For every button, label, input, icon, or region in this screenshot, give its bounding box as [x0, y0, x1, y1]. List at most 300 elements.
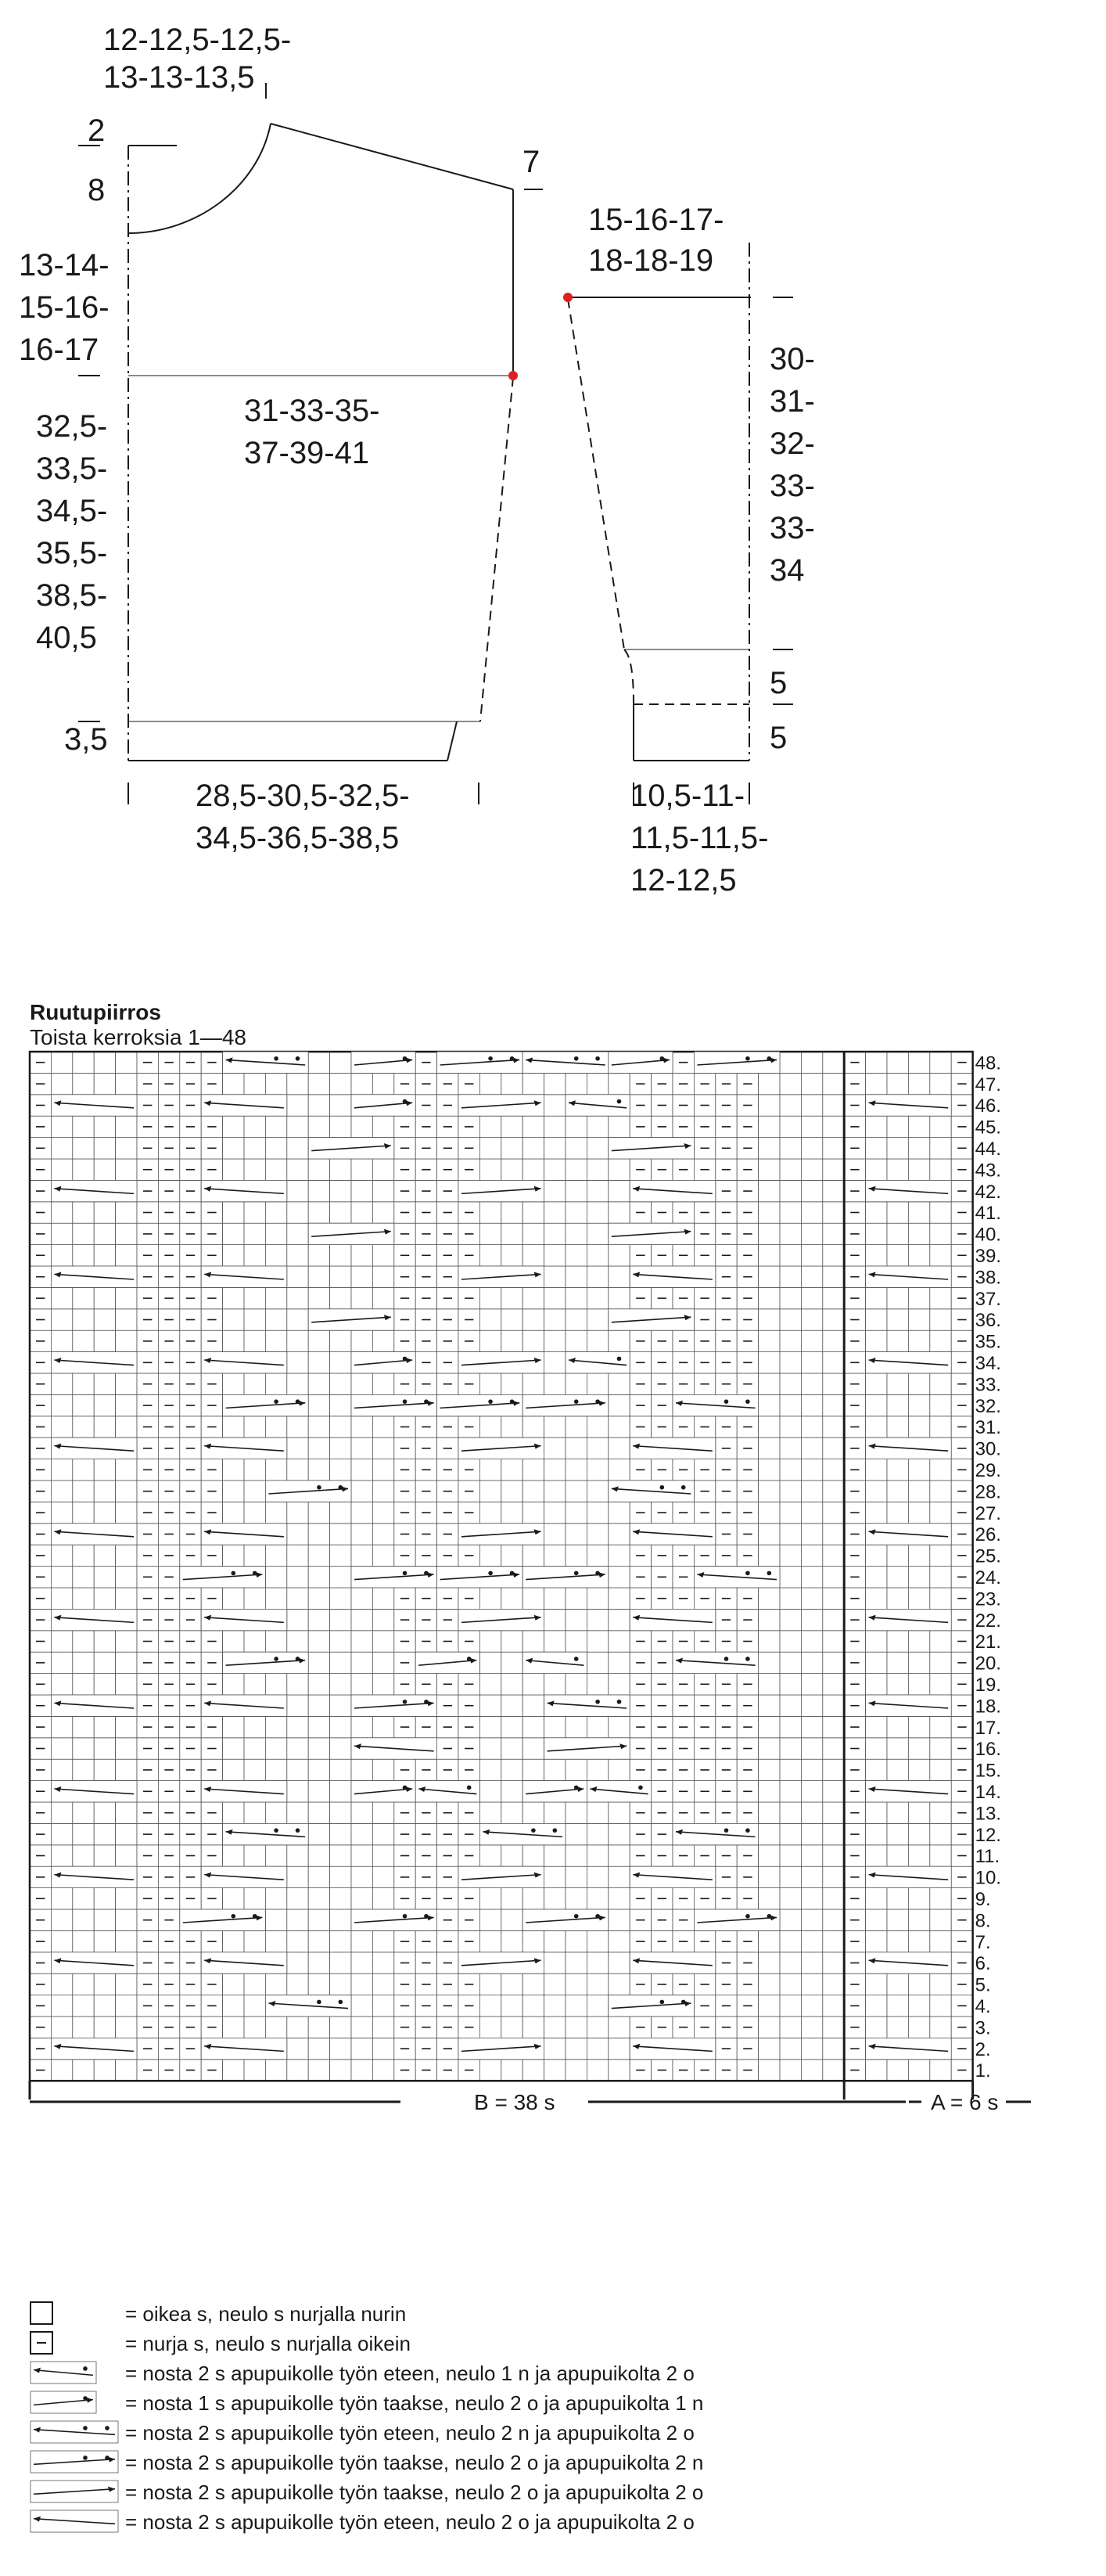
chart-cell [887, 1738, 908, 1759]
chart-cell [887, 1138, 908, 1159]
chart-cell [759, 1631, 780, 1652]
cable-c2-2-front-symbol [201, 1352, 287, 1373]
chart-cell [351, 1995, 372, 2017]
chart-cell [351, 1437, 372, 1459]
chart-cell [51, 1394, 72, 1416]
chart-cell [522, 1502, 544, 1523]
chart-cell [866, 1802, 887, 1823]
chart-cell [930, 1738, 951, 1759]
chart-cell [501, 1588, 522, 1609]
chart-cell [94, 1138, 115, 1159]
chart-cell [372, 1888, 393, 1909]
chart-cell [351, 2060, 372, 2081]
chart-cell [609, 1759, 630, 1780]
chart-cell [330, 1287, 351, 1308]
chart-cell [930, 1394, 951, 1416]
chart-cell [223, 1138, 244, 1159]
chart-cell [823, 1480, 844, 1502]
chart-cell [308, 1330, 329, 1351]
cable-c2-2-front-symbol [630, 1180, 716, 1201]
chart-cell [908, 1480, 929, 1502]
chart-cell [609, 1287, 630, 1308]
chart-cell [351, 1116, 372, 1137]
cuff-width-label: 10,5-11-11,5-11,5-12-12,5 [630, 779, 769, 898]
chart-cell [351, 1502, 372, 1523]
chart-cell [287, 1095, 308, 1116]
chart-cell [759, 1823, 780, 1844]
chart-cell [501, 2060, 522, 2081]
chart-cell [587, 1995, 608, 2017]
chart-cell [780, 1073, 801, 1094]
cable-c2-1-front-symbol [566, 1352, 630, 1373]
chart-cell [116, 1845, 137, 1866]
chart-cell [351, 1373, 372, 1394]
chart-cell [51, 1930, 72, 1952]
chart-cell [887, 1052, 908, 1073]
chart-cell [609, 1952, 630, 1973]
chart-cell [759, 1674, 780, 1695]
chart-cell [73, 1567, 94, 1588]
chart-cell [759, 1502, 780, 1523]
chart-cell [908, 1738, 929, 1759]
cable-c2-2-back-symbol [458, 2038, 544, 2059]
chart-cell [780, 1738, 801, 1759]
chart-cell [544, 1973, 566, 1995]
chart-cell [287, 1459, 308, 1480]
cable-c2-2-front-symbol [630, 1437, 716, 1459]
chart-cell [522, 1116, 544, 1137]
chart-cell [265, 1502, 286, 1523]
cable-c2-2p-back-symbol [522, 1394, 609, 1416]
cable-c2-2p-back-symbol [180, 1567, 266, 1588]
chart-cell [908, 1973, 929, 1995]
chart-cell [823, 1073, 844, 1094]
chart-cell [287, 1138, 308, 1159]
chart-title: Ruutupiirros [30, 1000, 161, 1024]
row-label: 4. [975, 1996, 991, 2017]
chart-cell [823, 1695, 844, 1716]
chart-cell [94, 1759, 115, 1780]
chart-cell [587, 1437, 608, 1459]
chart-cell [94, 1502, 115, 1523]
chart-cell [759, 1159, 780, 1180]
chart-cell [866, 1309, 887, 1330]
chart-cell [544, 1631, 566, 1652]
row-label: 28. [975, 1481, 1001, 1503]
chart-cell [223, 1480, 244, 1502]
cable-c1-2-back-symbol [351, 1052, 415, 1073]
cable-c2-2p-back-symbol [351, 1394, 437, 1416]
chart-cell [887, 1652, 908, 1673]
chart-cell [780, 1759, 801, 1780]
chart-cell [609, 1909, 630, 1930]
chart-cell [587, 2038, 608, 2059]
chart-cell [823, 1888, 844, 1909]
chart-cell [308, 1609, 329, 1630]
cable-c2-2p-back-symbol [180, 1909, 266, 1930]
chart-cell [908, 1888, 929, 1909]
chart-cell [479, 1909, 501, 1930]
chart-cell [372, 1073, 393, 1094]
row-label: 18. [975, 1696, 1001, 1718]
chart-cell [372, 1159, 393, 1180]
chart-cell [609, 1373, 630, 1394]
chart-cell [887, 1823, 908, 1844]
chart-cell [308, 1802, 329, 1823]
chart-cell [930, 1652, 951, 1673]
chart-cell [244, 1480, 265, 1502]
chart-cell [265, 1588, 286, 1609]
chart-cell [823, 1394, 844, 1416]
chart-cell [244, 1245, 265, 1266]
chart-cell [801, 1330, 822, 1351]
chart-cell [780, 1309, 801, 1330]
chart-cell [930, 1545, 951, 1566]
cable-c2-2-front-symbol [51, 1952, 137, 1973]
chart-cell [908, 1416, 929, 1437]
cable-c2-2p-back-symbol [351, 1695, 437, 1716]
chart-cell [866, 1116, 887, 1137]
chart-cell [522, 1480, 544, 1502]
chart-cell [372, 1995, 393, 2017]
chart-cell [801, 1373, 822, 1394]
cable-c2-2-front-symbol [51, 2038, 137, 2059]
pattern-chart [0, 1049, 1106, 2183]
chart-cell [780, 1545, 801, 1566]
chart-cell [887, 1716, 908, 1737]
chart-cell [759, 1738, 780, 1759]
chart-cell [116, 1930, 137, 1952]
chart-cell [330, 1416, 351, 1437]
chart-cell [479, 1416, 501, 1437]
chart-cell [801, 1716, 822, 1737]
chart-cell [372, 1652, 393, 1673]
chart-cell [73, 1738, 94, 1759]
chart-cell [479, 1759, 501, 1780]
chart-cell [308, 1781, 329, 1802]
chart-cell [51, 1052, 72, 1073]
cable-c2-2-front-symbol [51, 1524, 137, 1545]
chart-cell [887, 1567, 908, 1588]
chart-cell [116, 1716, 137, 1737]
chart-cell [801, 1095, 822, 1116]
chart-cell [501, 1245, 522, 1266]
chart-cell [265, 1716, 286, 1737]
cable-c2-2p-front-symbol [609, 1480, 695, 1502]
chart-cell [908, 1394, 929, 1416]
chart-cell [587, 1652, 608, 1673]
chart-cell [522, 1459, 544, 1480]
chart-cell [759, 1845, 780, 1866]
chart-cell [116, 1459, 137, 1480]
chart-cell [94, 1373, 115, 1394]
chart-cell [94, 1588, 115, 1609]
chart-cell [801, 2017, 822, 2038]
chart-cell [244, 1545, 265, 1566]
chart-cell [930, 1845, 951, 1866]
chart-cell [372, 1266, 393, 1287]
chart-cell [479, 1202, 501, 1223]
chart-cell [223, 1416, 244, 1437]
cable-c2-2-front-symbol [51, 1695, 137, 1716]
cable-c2-2p-front-symbol [265, 1995, 351, 2017]
chart-cell [587, 1952, 608, 1973]
chart-cell [908, 1116, 929, 1137]
chart-cell [759, 1437, 780, 1459]
chart-cell [801, 1674, 822, 1695]
chart-cell [372, 1823, 393, 1844]
chart-cell [759, 1973, 780, 1995]
cable-c2-2p-back-symbol [223, 1652, 309, 1673]
chart-cell [609, 1394, 630, 1416]
chart-cell [759, 1588, 780, 1609]
cable-c2-2-front-symbol [201, 1866, 287, 1887]
chart-cell [887, 1674, 908, 1695]
chart-cell [823, 1223, 844, 1244]
row-label: 6. [975, 1953, 991, 1975]
chart-cell [94, 1202, 115, 1223]
chart-cell [780, 1930, 801, 1952]
row-label: 17. [975, 1717, 1001, 1739]
chart-cell [351, 1652, 372, 1673]
chart-cell [223, 1973, 244, 1995]
armhole-depth-label: 13-14-15-16-16-17 [19, 248, 110, 367]
chart-cell [908, 1930, 929, 1952]
chart-cell [522, 1695, 544, 1716]
chart-cell [823, 1116, 844, 1137]
chart-cell [522, 1223, 544, 1244]
cable-c2-2-front-symbol [866, 1866, 952, 1887]
chart-cell [501, 1373, 522, 1394]
chart-cell [330, 1695, 351, 1716]
cable-c2-2-front-symbol [201, 1609, 287, 1630]
chart-cell [544, 1480, 566, 1502]
chart-cell [522, 1674, 544, 1695]
chart-cell [116, 1394, 137, 1416]
chart-cell [780, 1866, 801, 1887]
chart-cell [116, 2060, 137, 2081]
chart-cell [372, 1545, 393, 1566]
chart-cell [823, 1823, 844, 1844]
row-label: 33. [975, 1374, 1001, 1396]
chart-cell [501, 1888, 522, 1909]
chart-cell [823, 1802, 844, 1823]
chart-cell [51, 1073, 72, 1094]
chart-cell [759, 1416, 780, 1437]
cable-c2-2-front-symbol [866, 1266, 952, 1287]
chart-cell [522, 1245, 544, 1266]
chart-cell [759, 1652, 780, 1673]
chart-cell [887, 1802, 908, 1823]
chart-cell [501, 1716, 522, 1737]
body-side-seam [480, 377, 513, 721]
chart-cell [287, 1159, 308, 1180]
chart-cell [501, 1138, 522, 1159]
chart-cell [244, 1888, 265, 1909]
chart-cell [930, 1823, 951, 1844]
cable-c2-2-front-symbol [866, 1524, 952, 1545]
chart-cell [351, 1930, 372, 1952]
chart-cell [544, 1888, 566, 1909]
chart-cell [330, 1609, 351, 1630]
chart-cell [823, 1245, 844, 1266]
chart-cell [780, 1674, 801, 1695]
chart-cell [116, 1588, 137, 1609]
chart-cell [265, 1909, 286, 1930]
chart-cell [908, 2017, 929, 2038]
chart-cell [330, 1652, 351, 1673]
chart-cell [887, 2017, 908, 2038]
chart-cell [566, 1416, 587, 1437]
chart-cell [866, 1330, 887, 1351]
cable-c1-2-back-symbol [351, 1781, 415, 1802]
chart-cell [223, 1223, 244, 1244]
chart-cell [265, 1802, 286, 1823]
chart-cell [223, 1588, 244, 1609]
chart-cell [522, 1995, 544, 2017]
chart-cell [51, 1973, 72, 1995]
chart-cell [244, 1459, 265, 1480]
chart-cell [930, 1202, 951, 1223]
chart-cell [522, 1330, 544, 1351]
chart-cell [330, 1567, 351, 1588]
chart-cell [351, 1545, 372, 1566]
chart-cell [51, 1995, 72, 2017]
chart-cell [522, 1888, 544, 1909]
chart-cell [372, 1287, 393, 1308]
chart-cell [930, 1588, 951, 1609]
chart-cell [51, 1416, 72, 1437]
chart-cell [330, 2017, 351, 2038]
chart-cell [308, 1845, 329, 1866]
chart-cell [866, 1588, 887, 1609]
rib-height-label: 3,5 [64, 722, 108, 757]
chart-cell [866, 1845, 887, 1866]
chart-cell [265, 1416, 286, 1437]
chart-cell [609, 1866, 630, 1887]
chart-cell [223, 1545, 244, 1566]
chart-cell [94, 1480, 115, 1502]
chart-cell [308, 1245, 329, 1266]
chart-cell [759, 2038, 780, 2059]
cable-c2-1-front-symbol [566, 1095, 630, 1116]
cable-c2-2-front-symbol [630, 1266, 716, 1287]
chart-cell [501, 1545, 522, 1566]
chart-cell [522, 1588, 544, 1609]
chart-cell [330, 1845, 351, 1866]
cable-c2-2-back-symbol [609, 1138, 695, 1159]
chart-cell [780, 1823, 801, 1844]
chart-cell [887, 1202, 908, 1223]
purl-stitch-icon [30, 2330, 122, 2357]
cable-c2-2-front-symbol [866, 1695, 952, 1716]
chart-cell [287, 1759, 308, 1780]
chart-cell [823, 1309, 844, 1330]
chart-cell [587, 1202, 608, 1223]
chart-cell [587, 1973, 608, 1995]
chart-cell [308, 1674, 329, 1695]
chart-cell [930, 1052, 951, 1073]
chart-cell [908, 1159, 929, 1180]
cable-c2-1-front-symbol [587, 1781, 651, 1802]
chart-cell [780, 1695, 801, 1716]
cable-c2-2-back-symbol [458, 1095, 544, 1116]
chart-cell [94, 1394, 115, 1416]
chart-cell [544, 2038, 566, 2059]
chart-cell [759, 1995, 780, 2017]
chart-cell [265, 1631, 286, 1652]
chart-cell [287, 2017, 308, 2038]
chart-cell [759, 1309, 780, 1330]
chart-cell [308, 1567, 329, 1588]
cable-c2-2-front-symbol [866, 1352, 952, 1373]
chart-cell [265, 1245, 286, 1266]
chart-cell [94, 1995, 115, 2017]
chart-cell [287, 1930, 308, 1952]
chart-cell [587, 1545, 608, 1566]
chart-cell [566, 1202, 587, 1223]
chart-cell [372, 2017, 393, 2038]
chart-cell [544, 1287, 566, 1308]
chart-cell [308, 1416, 329, 1437]
chart-cell [116, 1909, 137, 1930]
chart-cell [587, 1888, 608, 1909]
chart-cell [609, 1823, 630, 1844]
cable-c2-2-front-symbol [201, 1095, 287, 1116]
cable-c2-2-front-symbol [351, 1738, 437, 1759]
chart-cell [566, 1930, 587, 1952]
chart-cell [73, 1802, 94, 1823]
chart-cell [522, 1309, 544, 1330]
chart-cell [73, 1545, 94, 1566]
chart-cell [287, 1738, 308, 1759]
chart-cell [780, 1266, 801, 1287]
chart-cell [780, 1716, 801, 1737]
chart-cell [780, 1802, 801, 1823]
chart-cell [265, 2017, 286, 2038]
cable-c2-2-back-symbol [458, 1609, 544, 1630]
chart-cell [908, 1652, 929, 1673]
chart-cell [330, 1823, 351, 1844]
chart-cell [866, 1480, 887, 1502]
cable-c2-2-front-symbol [866, 2038, 952, 2059]
chart-cell [73, 1631, 94, 1652]
chart-cell [823, 1909, 844, 1930]
chart-cell [522, 1845, 544, 1866]
row-label: 44. [975, 1139, 1001, 1160]
chart-cell [94, 1567, 115, 1588]
chart-cell [73, 1138, 94, 1159]
row-label: 35. [975, 1331, 1001, 1353]
chart-cell [265, 1116, 286, 1137]
chart-cell [51, 1116, 72, 1137]
cable-c1-2-back-symbol [522, 1781, 587, 1802]
chart-cell [780, 1888, 801, 1909]
chart-cell [522, 1373, 544, 1394]
chart-cell [908, 1202, 929, 1223]
chart-cell [887, 1459, 908, 1480]
knit-stitch-icon [30, 2301, 122, 2327]
chart-cell [479, 1480, 501, 1502]
chart-cell [522, 1631, 544, 1652]
chart-cell [823, 1416, 844, 1437]
chart-cell [501, 1995, 522, 2017]
chart-cell [479, 1159, 501, 1180]
chart-cell [544, 1459, 566, 1480]
chart-cell [501, 1502, 522, 1523]
chart-cell [94, 1823, 115, 1844]
chart-cell [823, 1952, 844, 1973]
